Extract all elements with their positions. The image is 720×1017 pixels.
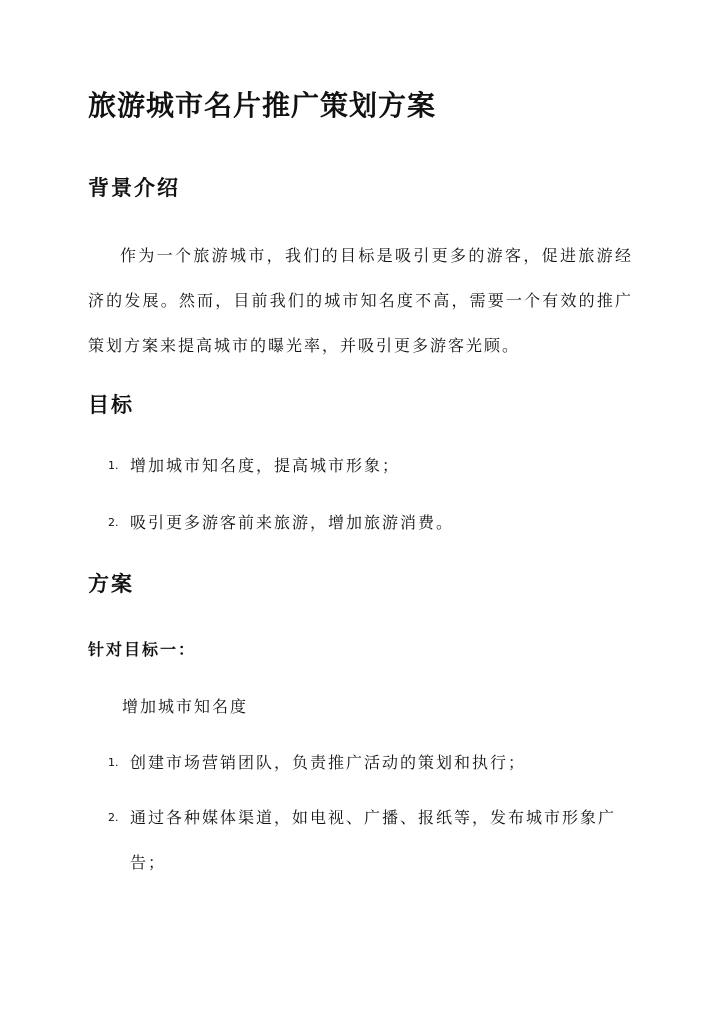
document-title: 旅游城市名片推广策划方案: [88, 89, 437, 122]
list-text: 通过各种媒体渠道，如电视、广播、报纸等，发布城市形象广告；: [130, 808, 617, 872]
section-heading-goals: 目标: [88, 392, 134, 417]
goal-list-item: [108, 500, 628, 545]
goal-one-subtitle: 增加城市知名度: [122, 697, 249, 716]
section-heading-plan: 方案: [88, 571, 134, 596]
list-number: 1.: [108, 459, 119, 472]
background-paragraph: 作为一个旅游城市，我们的目标是吸引更多的游客，促进旅游经济的发展。然而，目前我们的城市知名度不高，需要一个有效的推广策划方案来提高城市的曝光率，并吸引更多游客光顾。: [88, 246, 633, 355]
section-heading-background: 背景介绍: [88, 175, 180, 200]
list-text: 创建市场营销团队，负责推广活动的策划和执行；: [130, 753, 527, 772]
list-text: 吸引更多游客前来旅游，增加旅游消费。: [130, 513, 455, 532]
goal-list-item: [108, 443, 628, 488]
plan-list-item: [108, 795, 628, 885]
goal-one-heading: 针对目标一：: [88, 640, 197, 659]
list-number: 2.: [108, 811, 119, 824]
plan-list-item: [108, 740, 628, 785]
list-text: 增加城市知名度，提高城市形象；: [130, 456, 401, 475]
list-number: 2.: [108, 516, 119, 529]
list-number: 1.: [108, 756, 119, 769]
